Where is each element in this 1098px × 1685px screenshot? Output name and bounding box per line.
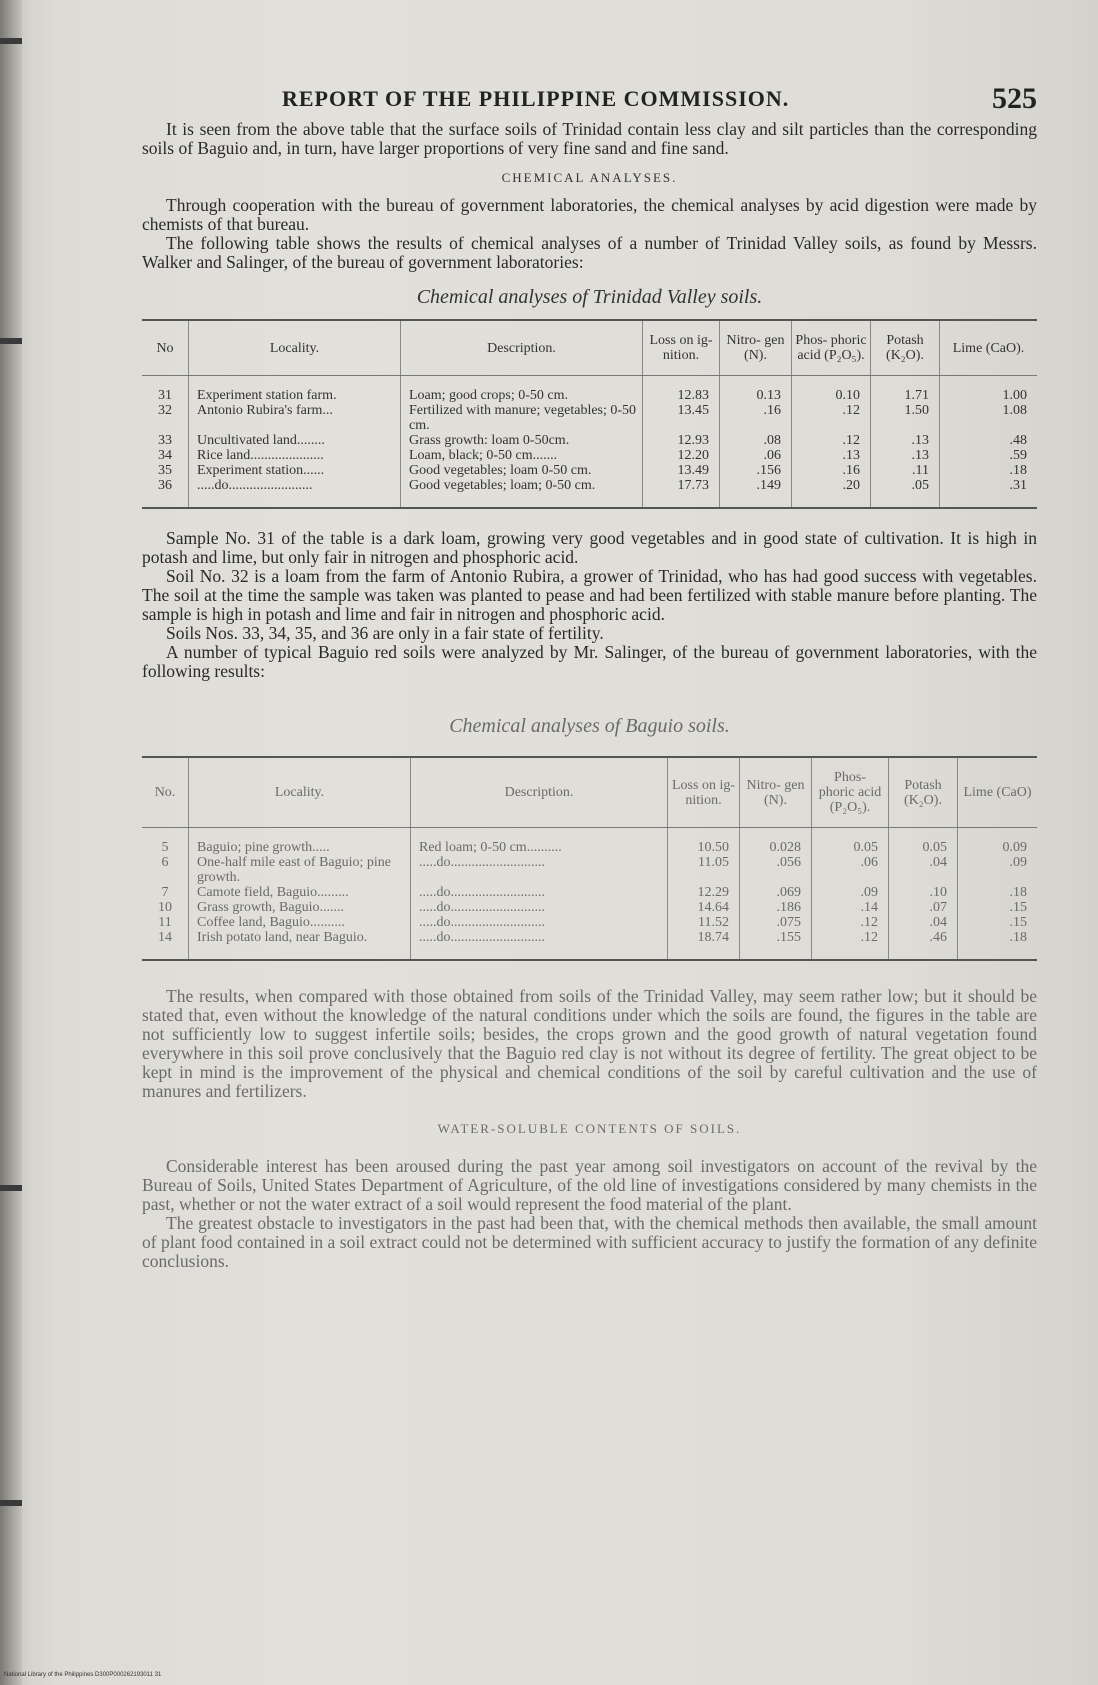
- cell-loss: 12.29: [668, 885, 740, 900]
- cell-loss: 10.50: [668, 828, 740, 856]
- paragraph: Sample No. 31 of the table is a dark loam, growing very good vegetables and in good state of cultivation. It is high in potash and lime, but only fair in nitrogen and phosphoric acid.: [142, 528, 1037, 567]
- cell-phos: 0.10: [792, 376, 871, 404]
- cell-potash: .04: [889, 915, 958, 930]
- table-trinidad: [142, 319, 1037, 509]
- library-footer: National Library of the Philippines D300P000262193011 31: [4, 1672, 162, 1678]
- cell-description: Good vegetables; loam; 0-50 cm.: [401, 478, 643, 508]
- page-content: [142, 80, 1037, 1271]
- cell-loss: 11.05: [668, 855, 740, 885]
- paragraph: It is seen from the above table that the surface soils of Trinidad contain less clay and silt particles than the corresponding soils of Baguio and, in turn, have larger proportions of very fine sand and fine sand.: [142, 119, 1037, 158]
- cell-potash: .46: [889, 930, 958, 960]
- table-caption-baguio: Chemical analyses of Baguio soils.: [449, 715, 730, 737]
- cell-description: Loam, black; 0-50 cm.......: [401, 448, 643, 463]
- cell-nitrogen: .16: [720, 403, 792, 433]
- binding-mark: [0, 338, 22, 344]
- cell-nitrogen: .069: [740, 885, 812, 900]
- cell-no: 11: [158, 915, 172, 930]
- cell-loss: 14.64: [668, 900, 740, 915]
- cell-lime: .31: [940, 478, 1038, 508]
- cell-potash: .11: [871, 463, 940, 478]
- cell-description: Loam; good crops; 0-50 cm.: [401, 376, 643, 404]
- paragraph: Soil No. 32 is a loam from the farm of Antonio Rubira, a grower of Trinidad, who has had good success with vegetables. The soil at the time the sample was taken was planted to pease and had been fertilized with stable manure before planting. The sample is high in potash and lime and fair in nitrogen and phosphoric acid.: [142, 566, 1037, 624]
- cell-description: .....do...........................: [411, 855, 668, 885]
- cell-lime: .18: [940, 463, 1038, 478]
- cell-potash: .05: [871, 478, 940, 508]
- cell-description: .....do...........................: [411, 900, 668, 915]
- cell-loss: 12.93: [643, 433, 720, 448]
- cell-description: Good vegetables; loam 0-50 cm.: [401, 463, 643, 478]
- table-row: [142, 930, 1037, 960]
- cell-lime: .59: [940, 448, 1038, 463]
- table-caption-trinidad: Chemical analyses of Trinidad Valley soils.: [416, 286, 763, 308]
- cell-locality: Experiment station farm.: [189, 376, 401, 404]
- cell-phos: .12: [792, 433, 871, 448]
- cell-potash: .10: [889, 885, 958, 900]
- cell-no: 10: [158, 900, 172, 915]
- cell-phos: .16: [792, 463, 871, 478]
- cell-no: 31: [158, 388, 172, 403]
- cell-description: Grass growth: loam 0-50cm.: [401, 433, 643, 448]
- col-header: Description.: [411, 757, 668, 828]
- cell-locality: Uncultivated land........: [189, 433, 401, 448]
- col-header: Potash (K₂O).: [871, 320, 940, 376]
- book-binding-edge: [0, 0, 22, 1685]
- cell-nitrogen: .075: [740, 915, 812, 930]
- cell-phos: .20: [792, 478, 871, 508]
- cell-no: 36: [158, 478, 172, 493]
- cell-nitrogen: .149: [720, 478, 792, 508]
- cell-lime: .15: [958, 915, 1038, 930]
- cell-locality: Grass growth, Baguio.......: [189, 900, 411, 915]
- col-header: Locality.: [189, 320, 401, 376]
- cell-locality: Coffee land, Baguio..........: [189, 915, 411, 930]
- col-header: Lime (CaO).: [940, 320, 1038, 376]
- cell-no: 5: [161, 840, 169, 855]
- col-header: Loss on ig- nition.: [643, 320, 720, 376]
- cell-phos: 0.05: [812, 828, 889, 856]
- cell-potash: .13: [871, 433, 940, 448]
- binding-mark: [0, 1500, 22, 1506]
- col-header: Locality.: [189, 757, 411, 828]
- cell-locality: Camote field, Baguio.........: [189, 885, 411, 900]
- cell-lime: 1.08: [940, 403, 1038, 433]
- cell-phos: .12: [812, 930, 889, 960]
- cell-phos: .13: [792, 448, 871, 463]
- cell-phos: .12: [812, 915, 889, 930]
- cell-nitrogen: .156: [720, 463, 792, 478]
- cell-locality: Experiment station......: [189, 463, 401, 478]
- cell-loss: 17.73: [643, 478, 720, 508]
- paragraph: Considerable interest has been aroused during the past year among soil investigators on account of the revival by the Bureau of Soils, United States Department of Agriculture, of the old line of investigations considered by many chemists in the past, whether or not the water extract of a soil would represent the food material of the plant.: [142, 1156, 1037, 1214]
- col-header: Loss on ig- nition.: [668, 757, 740, 828]
- page-number: 525: [992, 82, 1037, 115]
- cell-potash: 1.71: [871, 376, 940, 404]
- cell-description: .....do...........................: [411, 915, 668, 930]
- col-header: Lime (CaO): [958, 757, 1038, 828]
- cell-nitrogen: .056: [740, 855, 812, 885]
- col-header: Phos- phoric acid (P₂O₅).: [792, 320, 871, 376]
- paragraph: The results, when compared with those obtained from soils of the Trinidad Valley, may seem rather low; but it should be stated that, even without the knowledge of the natural conditions under which the soils are found, the figures in the table are not sufficiently low to suggest infertile soils; besides, the crops grown and the good growth of natural vegetation found everywhere in this soil prove conclusively that the Baguio red clay is not without its degree of fertility. The great object to be kept in mind is the improvement of the physical and chemical conditions of the soil by careful cultivation and the use of manures and fertilizers.: [142, 986, 1037, 1101]
- table-row: [142, 403, 1037, 433]
- col-header: No.: [142, 757, 189, 828]
- cell-description: Fertilized with manure; vegetables; 0-50 cm.: [401, 403, 643, 433]
- page-header: [142, 80, 1037, 120]
- cell-description: Red loam; 0-50 cm..........: [411, 828, 668, 856]
- cell-description: .....do...........................: [411, 885, 668, 900]
- cell-potash: .07: [889, 900, 958, 915]
- col-header: Nitro- gen (N).: [740, 757, 812, 828]
- cell-locality: Baguio; pine growth.....: [189, 828, 411, 856]
- table-row: [142, 463, 1037, 478]
- cell-locality: Rice land.....................: [189, 448, 401, 463]
- cell-no: 35: [158, 463, 172, 478]
- cell-lime: 0.09: [958, 828, 1038, 856]
- table-row: [142, 478, 1037, 508]
- cell-phos: .06: [812, 855, 889, 885]
- cell-loss: 18.74: [668, 930, 740, 960]
- table-row: [142, 915, 1037, 930]
- cell-loss: 13.45: [643, 403, 720, 433]
- table-row: [142, 900, 1037, 915]
- cell-locality: Antonio Rubira's farm...: [189, 403, 401, 433]
- cell-potash: .04: [889, 855, 958, 885]
- cell-locality: One-half mile east of Baguio; pine growth.: [189, 855, 411, 885]
- cell-loss: 12.20: [643, 448, 720, 463]
- table-row: [142, 448, 1037, 463]
- cell-phos: .14: [812, 900, 889, 915]
- paragraph: The greatest obstacle to investigators in the past had been that, with the chemical methods then available, the small amount of plant food contained in a soil extract could not be determined with sufficient accuracy to justify the formation of any definite conclusions.: [142, 1213, 1037, 1271]
- cell-description: .....do...........................: [411, 930, 668, 960]
- paragraph: Soils Nos. 33, 34, 35, and 36 are only in a fair state of fertility.: [166, 623, 604, 643]
- table-baguio: [142, 756, 1037, 961]
- cell-lime: .48: [940, 433, 1038, 448]
- section-heading-chemical: CHEMICAL ANALYSES.: [501, 170, 678, 185]
- cell-lime: .18: [958, 885, 1038, 900]
- cell-loss: 12.83: [643, 376, 720, 404]
- cell-no: 34: [158, 448, 172, 463]
- cell-nitrogen: .155: [740, 930, 812, 960]
- cell-lime: .09: [958, 855, 1038, 885]
- cell-nitrogen: 0.028: [740, 828, 812, 856]
- col-header: Description.: [401, 320, 643, 376]
- paragraph: The following table shows the results of chemical analyses of a number of Trinidad Valley soils, as found by Messrs. Walker and Salinger, of the bureau of government laboratories:: [142, 233, 1037, 272]
- cell-locality: Irish potato land, near Baguio.: [189, 930, 411, 960]
- col-header: Nitro- gen (N).: [720, 320, 792, 376]
- table-body: [142, 828, 1037, 961]
- paragraph: Through cooperation with the bureau of government laboratories, the chemical analyses by acid digestion were made by chemists of that bureau.: [142, 195, 1037, 234]
- cell-no: 7: [161, 885, 169, 900]
- cell-potash: .13: [871, 448, 940, 463]
- binding-mark: [0, 38, 22, 44]
- paragraph: A number of typical Baguio red soils were analyzed by Mr. Salinger, of the bureau of government laboratories, with the following results:: [142, 642, 1037, 681]
- cell-lime: 1.00: [940, 376, 1038, 404]
- cell-no: 32: [158, 403, 172, 418]
- table-row: [142, 855, 1037, 885]
- cell-loss: 13.49: [643, 463, 720, 478]
- cell-loss: 11.52: [668, 915, 740, 930]
- table-body: [142, 376, 1037, 509]
- table-row: [142, 433, 1037, 448]
- binding-mark: [0, 1185, 22, 1191]
- table-row: [142, 885, 1037, 900]
- cell-phos: .12: [792, 403, 871, 433]
- col-header: No: [142, 320, 189, 376]
- cell-no: 14: [158, 930, 172, 945]
- col-header: Phos- phoric acid (P₂O₅).: [812, 757, 889, 828]
- cell-nitrogen: .08: [720, 433, 792, 448]
- table-row: [142, 376, 1037, 404]
- col-header: Potash (K₂O).: [889, 757, 958, 828]
- cell-nitrogen: .186: [740, 900, 812, 915]
- cell-lime: .15: [958, 900, 1038, 915]
- cell-nitrogen: .06: [720, 448, 792, 463]
- table-row: [142, 828, 1037, 856]
- cell-potash: 0.05: [889, 828, 958, 856]
- cell-lime: .18: [958, 930, 1038, 960]
- cell-locality: .....do........................: [189, 478, 401, 508]
- cell-phos: .09: [812, 885, 889, 900]
- cell-no: 33: [158, 433, 172, 448]
- cell-no: 6: [161, 855, 169, 870]
- cell-potash: 1.50: [871, 403, 940, 433]
- running-head: REPORT OF THE PHILIPPINE COMMISSION.: [282, 86, 790, 111]
- section-heading-water: WATER-SOLUBLE CONTENTS OF SOILS.: [437, 1121, 742, 1136]
- cell-nitrogen: 0.13: [720, 376, 792, 404]
